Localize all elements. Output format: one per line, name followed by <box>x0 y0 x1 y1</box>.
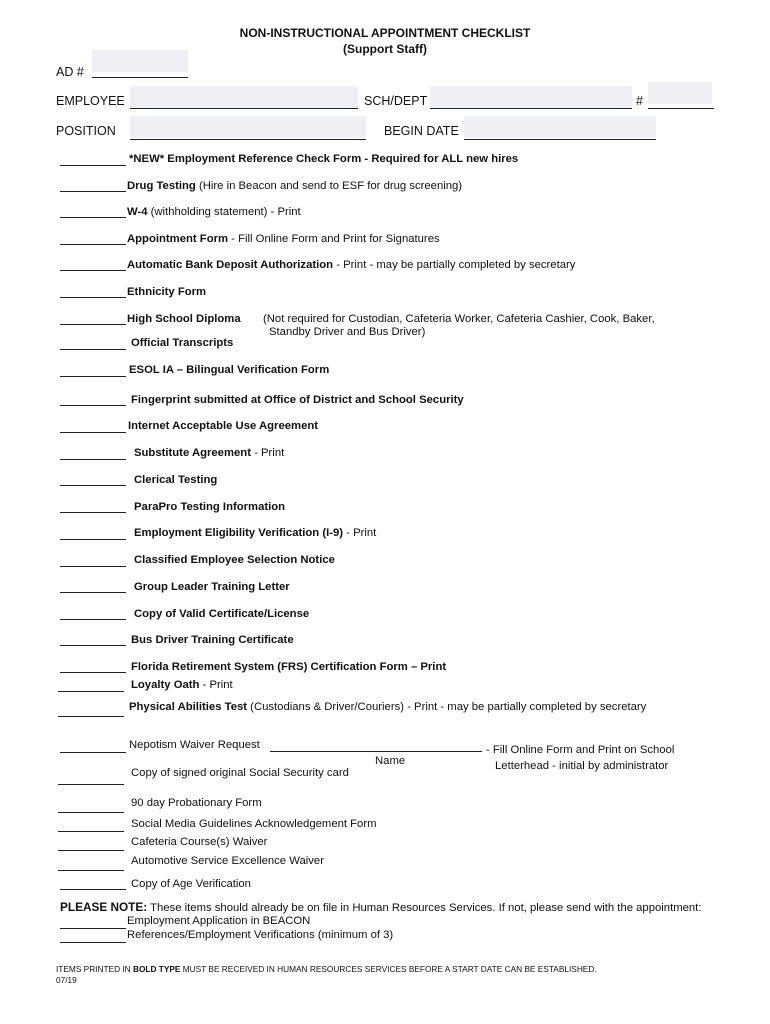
checkbox-blank[interactable] <box>58 831 124 832</box>
checkbox-blank[interactable] <box>60 928 126 929</box>
please-note-item: Employment Application in BEACON <box>127 915 311 927</box>
checkbox-blank[interactable] <box>60 889 126 890</box>
checklist-item: Copy of signed original Social Security card <box>131 767 349 779</box>
checklist-item: *NEW* Employment Reference Check Form - Required for ALL new hires <box>129 153 519 165</box>
checklist-item: Drug Testing (Hire in Beacon and send to ESF for drug screening) <box>127 180 463 192</box>
checklist-item: Internet Acceptable Use Agreement <box>128 420 319 432</box>
checklist-item: Nepotism Waiver Request <box>129 739 260 751</box>
checkbox-blank[interactable] <box>60 270 126 271</box>
checklist-item: Social Media Guidelines Acknowledgement Form <box>131 818 377 830</box>
checkbox-blank[interactable] <box>60 619 126 620</box>
checklist-item: Copy of Age Verification <box>131 878 251 890</box>
checklist-item: Group Leader Training Letter <box>134 581 290 593</box>
checklist-item: Substitute Agreement - Print <box>134 447 285 459</box>
checkbox-blank[interactable] <box>60 539 126 540</box>
checkbox-blank[interactable] <box>60 752 126 753</box>
checkbox-blank[interactable] <box>60 297 126 298</box>
please-note: PLEASE NOTE: These items should already be on file in Human Resources Services. If not, please send with the appointment: <box>60 900 702 914</box>
position-label: POSITION <box>56 124 116 138</box>
position-line <box>130 139 366 140</box>
page-subtitle: (Support Staff) <box>343 42 427 56</box>
checkbox-blank[interactable] <box>60 592 126 593</box>
checkbox-blank[interactable] <box>60 349 126 350</box>
checklist-item: Florida Retirement System (FRS) Certification Form – Print <box>131 661 447 673</box>
position-field[interactable] <box>130 116 366 138</box>
checklist-item: Employment Eligibility Verification (I-9) - Print <box>134 527 377 539</box>
checklist-item: Classified Employee Selection Notice <box>134 554 335 566</box>
checklist-item: Ethnicity Form <box>127 286 207 298</box>
checkbox-blank[interactable] <box>58 812 124 813</box>
checkbox-blank[interactable] <box>60 217 126 218</box>
checkbox-blank[interactable] <box>60 244 126 245</box>
checklist-item: Physical Abilities Test (Custodians & Driver/Couriers) - Print - may be partially completed by secretary <box>129 701 647 713</box>
checkbox-blank[interactable] <box>60 672 126 673</box>
checkbox-blank[interactable] <box>60 376 126 377</box>
checkbox-blank[interactable] <box>60 942 126 943</box>
checklist-item: ESOL IA – Bilingual Verification Form <box>129 364 330 376</box>
employee-field[interactable] <box>130 86 358 108</box>
ad-number-label: AD # <box>56 65 84 79</box>
checklist-item: W-4 (withholding statement) - Print <box>127 206 301 218</box>
checkbox-blank[interactable] <box>60 512 126 513</box>
nepotism-name-line[interactable] <box>270 751 482 752</box>
checklist-item: Cafeteria Course(s) Waiver <box>131 836 268 848</box>
nepotism-note: - Fill Online Form and Print on School <box>486 744 675 756</box>
checkbox-blank[interactable] <box>60 405 126 406</box>
employee-line <box>130 108 358 109</box>
checklist-item: Official Transcripts <box>131 337 234 349</box>
number-line <box>648 108 714 109</box>
number-field[interactable] <box>648 82 712 104</box>
checkbox-blank[interactable] <box>60 191 126 192</box>
checklist-item: Automatic Bank Deposit Authorization - Print - may be partially completed by secretary <box>127 259 576 271</box>
schdept-field[interactable] <box>430 86 632 108</box>
checkbox-blank[interactable] <box>58 691 124 692</box>
nepotism-name-label: Name <box>375 755 406 767</box>
checklist-item: 90 day Probationary Form <box>131 797 262 809</box>
nepotism-note: Letterhead - initial by administrator <box>495 760 669 772</box>
checkbox-blank[interactable] <box>60 485 126 486</box>
checkbox-blank[interactable] <box>60 566 126 567</box>
checklist-item: Clerical Testing <box>134 474 218 486</box>
checklist-item: High School Diploma <box>127 313 241 325</box>
checkbox-blank[interactable] <box>60 459 126 460</box>
ad-number-field[interactable] <box>92 50 188 72</box>
ad-number-line <box>92 77 188 78</box>
checkbox-blank[interactable] <box>60 432 126 433</box>
checklist-item: Bus Driver Training Certificate <box>131 634 294 646</box>
checkbox-blank[interactable] <box>60 324 126 325</box>
schdept-line <box>430 108 632 109</box>
checkbox-blank[interactable] <box>58 870 124 871</box>
checkbox-blank[interactable] <box>60 645 126 646</box>
checkbox-blank[interactable] <box>58 784 124 785</box>
number-label: # <box>636 94 643 108</box>
page-title: NON-INSTRUCTIONAL APPOINTMENT CHECKLIST <box>239 26 531 40</box>
diploma-note: (Not required for Custodian, Cafeteria Worker, Cafeteria Cashier, Cook, Baker, <box>263 313 655 325</box>
checklist-item: Copy of Valid Certificate/License <box>134 608 310 620</box>
diploma-note: Standby Driver and Bus Driver) <box>269 326 426 338</box>
begin-date-field[interactable] <box>464 116 656 138</box>
begin-date-line <box>464 139 656 140</box>
checkbox-blank[interactable] <box>58 716 124 717</box>
checklist-item: Appointment Form - Fill Online Form and Print for Signatures <box>127 233 440 245</box>
footer-note: ITEMS PRINTED IN BOLD TYPE MUST BE RECEIVED IN HUMAN RESOURCES SERVICES BEFORE A START DATE CAN BE ESTABLISHED. <box>56 964 597 974</box>
schdept-label: SCH/DEPT <box>364 94 428 108</box>
checkbox-blank[interactable] <box>58 850 124 851</box>
checklist-item: Fingerprint submitted at Office of District and School Security <box>131 394 464 406</box>
employee-label: EMPLOYEE <box>56 94 125 108</box>
begin-date-label: BEGIN DATE <box>384 124 459 138</box>
please-note-item: References/Employment Verifications (minimum of 3) <box>127 929 394 941</box>
checklist-item: Automotive Service Excellence Waiver <box>131 855 324 867</box>
footer-date: 07/19 <box>56 975 77 985</box>
checklist-item: Loyalty Oath - Print <box>131 679 233 691</box>
checkbox-blank[interactable] <box>60 165 126 166</box>
checklist-item: ParaPro Testing Information <box>134 501 286 513</box>
